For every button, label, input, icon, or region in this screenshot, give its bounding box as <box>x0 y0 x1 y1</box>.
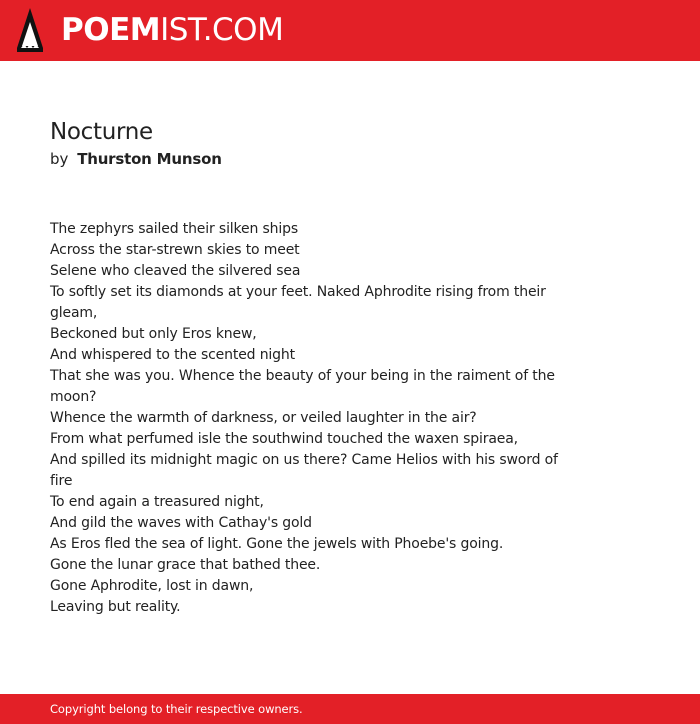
logo-bold-text: POEM <box>61 12 161 48</box>
poem-line: As Eros fled the sea of light. Gone the jewels with Phoebe's going. <box>50 536 504 552</box>
poem-title: Nocturne <box>50 119 153 145</box>
poem-line: The zephyrs sailed their silken ships <box>50 221 298 237</box>
poem-line: To softly set its diamonds at your feet. Naked Aphrodite rising from their gleam, <box>50 284 546 321</box>
poem-line: And gild the waves with Cathay's gold <box>50 515 312 531</box>
poem-line: Across the star-strewn skies to meet <box>50 242 300 258</box>
poem-line: From what perfumed isle the southwind touched the waxen spiraea, <box>50 431 518 447</box>
poem-line: And whispered to the scented night <box>50 347 295 363</box>
pencil-icon[interactable] <box>17 8 43 52</box>
poem-line: That she was you. Whence the beauty of your being in the raiment of the moon? <box>50 368 555 405</box>
site-header <box>0 0 700 61</box>
poem-body <box>50 219 565 618</box>
poem-line: Gone Aphrodite, lost in dawn, <box>50 578 254 594</box>
author-name: Thurston Munson <box>77 150 222 168</box>
logo-light-text: IST.COM <box>160 12 284 48</box>
by-label: by <box>50 150 69 168</box>
copyright-notice: Copyright belong to their respective owners. <box>50 702 303 716</box>
poem-line: To end again a treasured night, <box>50 494 264 510</box>
site-footer <box>0 694 700 724</box>
poem-line: And spilled its midnight magic on us there? Came Helios with his sword of fire <box>50 452 558 489</box>
poem-line: Whence the warmth of darkness, or veiled laughter in the air? <box>50 410 477 426</box>
poem-line: Selene who cleaved the silvered sea <box>50 263 301 279</box>
poem-line: Gone the lunar grace that bathed thee. <box>50 557 321 573</box>
poem-line: Beckoned but only Eros knew, <box>50 326 257 342</box>
poem-line: Leaving but reality. <box>50 599 181 615</box>
byline <box>50 149 222 169</box>
site-logo[interactable] <box>61 10 283 50</box>
